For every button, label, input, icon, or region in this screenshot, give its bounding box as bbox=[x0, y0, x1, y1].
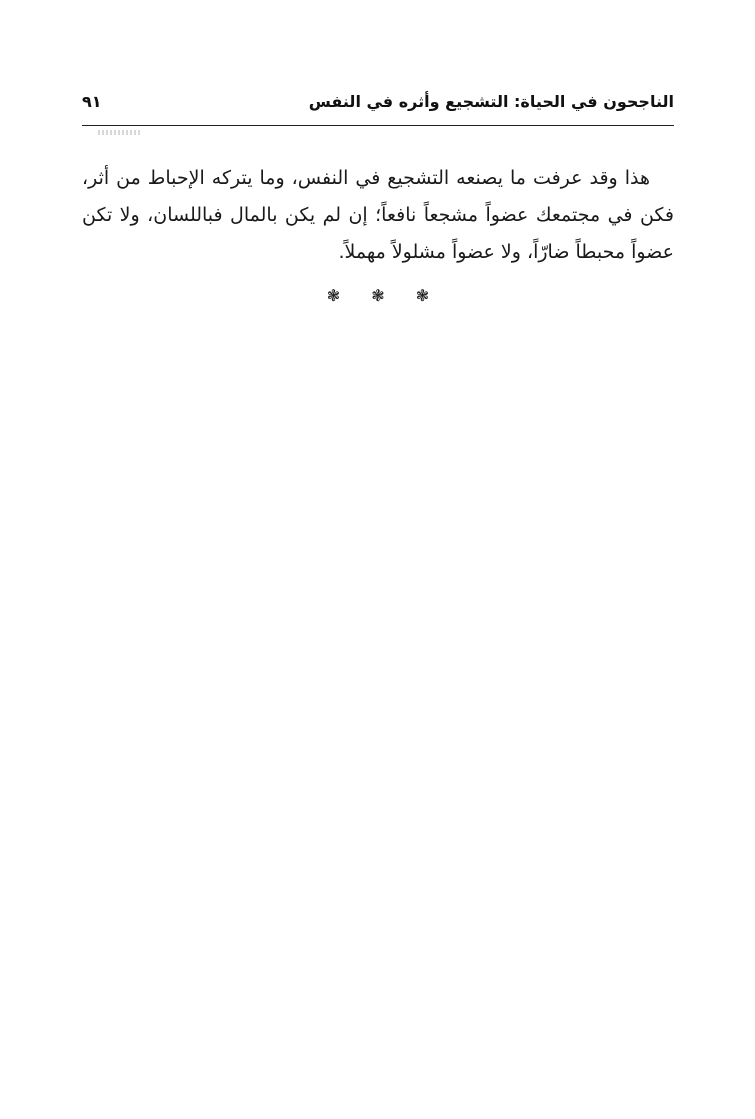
body-text bbox=[82, 160, 674, 271]
ornament-flower-icon: ❃ bbox=[371, 286, 385, 305]
ornament-flower-icon: ❃ bbox=[326, 286, 341, 305]
print-smudge bbox=[98, 130, 142, 135]
running-header-title: الناجحون في الحياة: التشجيع وأثره في النفس bbox=[308, 92, 674, 111]
section-ornament bbox=[82, 286, 674, 305]
ornament-flower-icon: ❃ bbox=[415, 286, 430, 305]
running-header bbox=[82, 88, 674, 124]
header-rule bbox=[82, 125, 674, 126]
paragraph: هذا وقد عرفت ما يصنعه التشجيع في النفس، وما يتركه الإحباط من أثر، فكن في مجتمعك عضواً مشجعاً نافعاً؛ إن لم يكن بالمال فباللسان، ولا تكن عضواً محبطاً ضارّاً، ولا عضواً مشلولاً مهملاً. bbox=[82, 167, 674, 263]
page-number: ٩١ bbox=[82, 92, 102, 111]
